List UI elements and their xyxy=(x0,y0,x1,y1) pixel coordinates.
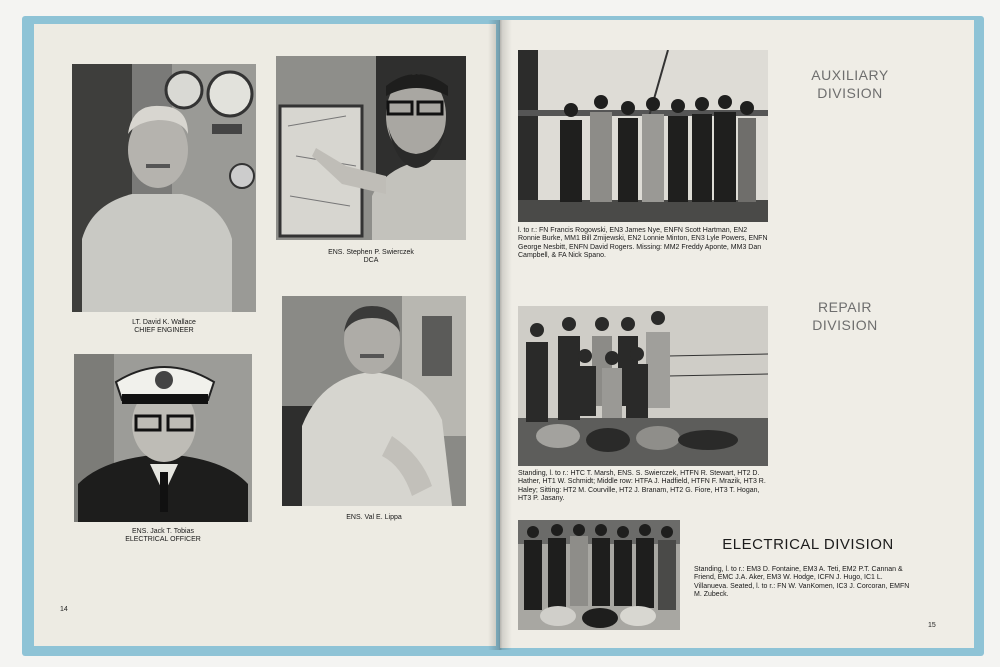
photo-dca xyxy=(276,56,466,240)
page-number-right: 15 xyxy=(928,622,936,629)
photo-val-lippa xyxy=(282,296,466,506)
heading-line: DIVISION xyxy=(817,85,883,101)
caption-name: ENS. Jack T. Tobias xyxy=(132,528,194,535)
caption-title: CHIEF ENGINEER xyxy=(134,327,194,334)
caption-name: ENS. Stephen P. Swierczek xyxy=(328,249,414,256)
heading-line: REPAIR xyxy=(817,299,873,315)
caption-repair-division: Standing, l. to r.: HTC T. Marsh, ENS. S. Swierczek, HTFN R. Stewart, HT2 D. Hather, HT1 W. Schmidt; Middle row: HTFA J. Hadfield, HTFN F. Mrazik, HT3 R. Haley; Sitting: HT2 M. Courville, HT2 J. Branam, HT2 G. Fiore, HT3 T. Hogan, HT3 P. Jasany. xyxy=(518,470,766,502)
heading-line: AUXILIARY xyxy=(811,67,889,83)
caption-val-lippa xyxy=(282,514,466,522)
page-number-left: 14 xyxy=(60,606,68,613)
caption-electrical-officer xyxy=(74,528,252,544)
photo-electrical-division xyxy=(518,520,680,630)
photo-electrical-officer xyxy=(74,354,252,522)
caption-title: ELECTRICAL OFFICER xyxy=(125,536,201,543)
heading-line: DIVISION xyxy=(812,317,878,333)
caption-electrical-division: Standing, l. to r.: EM3 D. Fontaine, EM3 A. Teti, EM2 P.T. Cannan & Friend, EMC J.A. Aker, EM3 W. Hodge, ICFN J. Hugo, IC1 L. Villanueva. Seated, l. to r.: FN W. VanKomen, IC3 J. Corcoran, EMFN M. Zubeck. xyxy=(694,566,910,598)
caption-auxiliary-division: l. to r.: FN Francis Rogowski, EN3 James Nye, ENFN Scott Hartman, EN2 Ronnie Burke, MM1 Bill Zmijewski, EN2 Lonnie Minton, EN3 Lyle Powers, ENFN George Nesbitt, ENFN David Rogers. Missing: MM2 Freddy Aponte, MM3 Dan Campbell, & FA Nick Spano. xyxy=(518,227,768,259)
caption-name: LT. David K. Wallace xyxy=(132,319,196,326)
caption-chief-engineer xyxy=(72,319,256,335)
book-gutter xyxy=(488,20,512,650)
photo-repair-division xyxy=(518,306,768,466)
caption-dca xyxy=(276,249,466,265)
caption-title: DCA xyxy=(363,257,379,264)
heading-repair-division xyxy=(790,298,900,334)
heading-electrical-division: ELECTRICAL DIVISION xyxy=(722,536,894,553)
caption-name: ENS. Val E. Lippa xyxy=(346,514,402,521)
photo-chief-engineer xyxy=(72,64,256,312)
heading-auxiliary-division xyxy=(780,66,920,102)
photo-auxiliary-division xyxy=(518,50,768,222)
